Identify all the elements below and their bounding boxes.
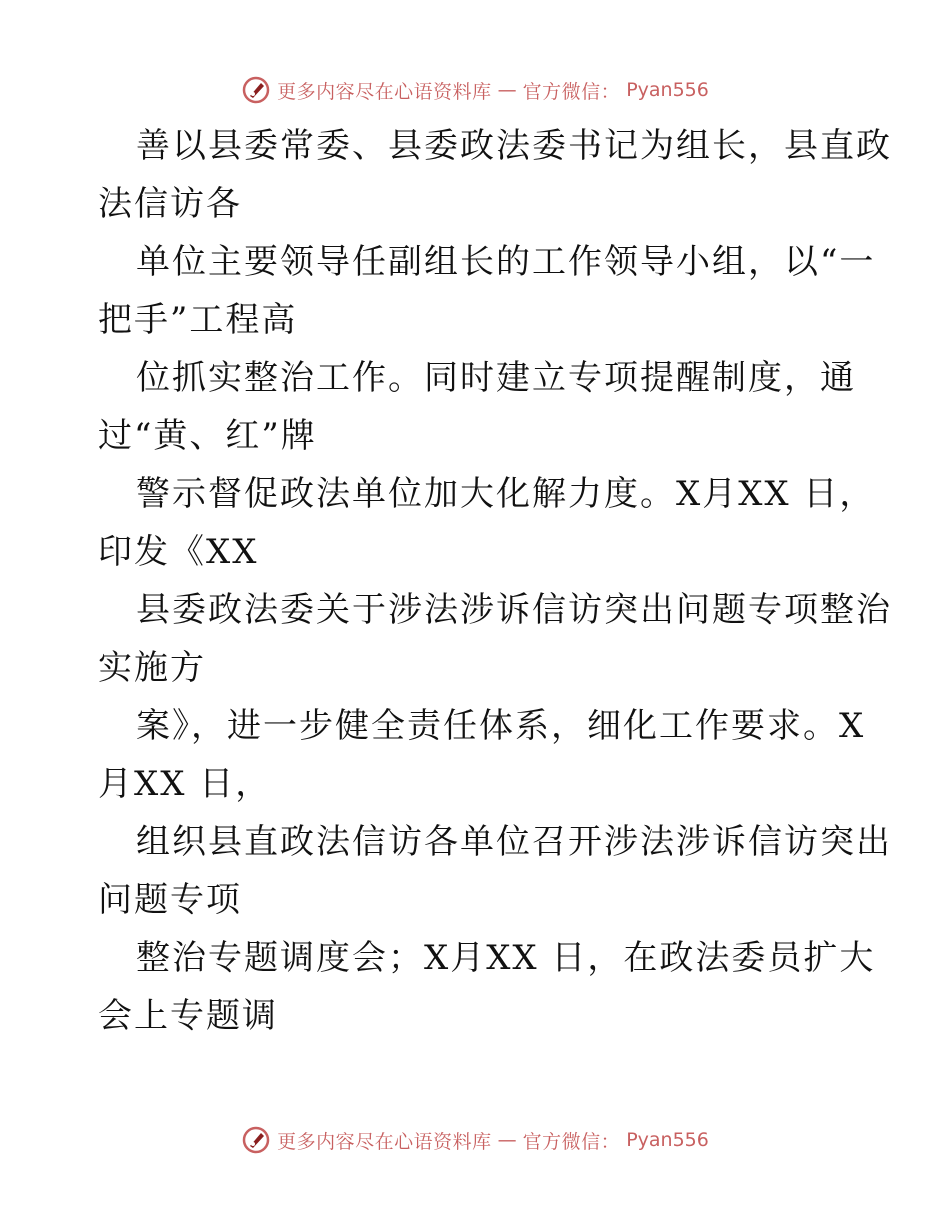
body-line: 过“黄、红”牌 (98, 416, 317, 456)
watermark-text: 更多内容尽在心语资料库 (277, 1130, 492, 1153)
watermark-official: 官方微信： (522, 80, 621, 103)
pen-nib-circle-icon (241, 1125, 271, 1155)
watermark-dash: — (497, 1129, 517, 1151)
watermark-wechat: Pyan556 (626, 1129, 709, 1151)
body-line: 整治专题调度会；X月XX 日，在政法委员扩大 (136, 938, 876, 978)
body-line: 县委政法委关于涉法涉诉信访突出问题专项整治 (136, 590, 892, 630)
body-line: 会上专题调 (98, 996, 278, 1036)
watermark-wechat: Pyan556 (626, 79, 709, 101)
body-line: 善以县委常委、县委政法委书记为组长，县直政 (136, 126, 892, 166)
body-line: 单位主要领导任副组长的工作领导小组，以“一 (136, 242, 876, 282)
footer-watermark (0, 1120, 950, 1160)
body-line: 法信访各 (98, 184, 242, 224)
body-line: 组织县直政法信访各单位召开涉法涉诉信访突出 (136, 822, 892, 862)
body-line: 案》，进一步健全责任体系，细化工作要求。X (136, 706, 866, 746)
body-line: 实施方 (98, 648, 206, 688)
pen-nib-circle-icon (241, 75, 271, 105)
body-line: 月XX 日， (98, 764, 272, 804)
header-watermark (0, 70, 950, 110)
body-line: 把手”工程高 (98, 300, 298, 340)
watermark-official: 官方微信： (522, 1130, 621, 1153)
body-line: 问题专项 (98, 880, 242, 920)
document-body (98, 117, 892, 1045)
body-line: 位抓实整治工作。同时建立专项提醒制度，通 (136, 358, 856, 398)
body-line: 印发《XX (98, 532, 259, 572)
watermark-text: 更多内容尽在心语资料库 (277, 80, 492, 103)
watermark-dash: — (497, 79, 517, 101)
body-line: 警示督促政法单位加大化解力度。X月XX 日， (136, 474, 876, 514)
